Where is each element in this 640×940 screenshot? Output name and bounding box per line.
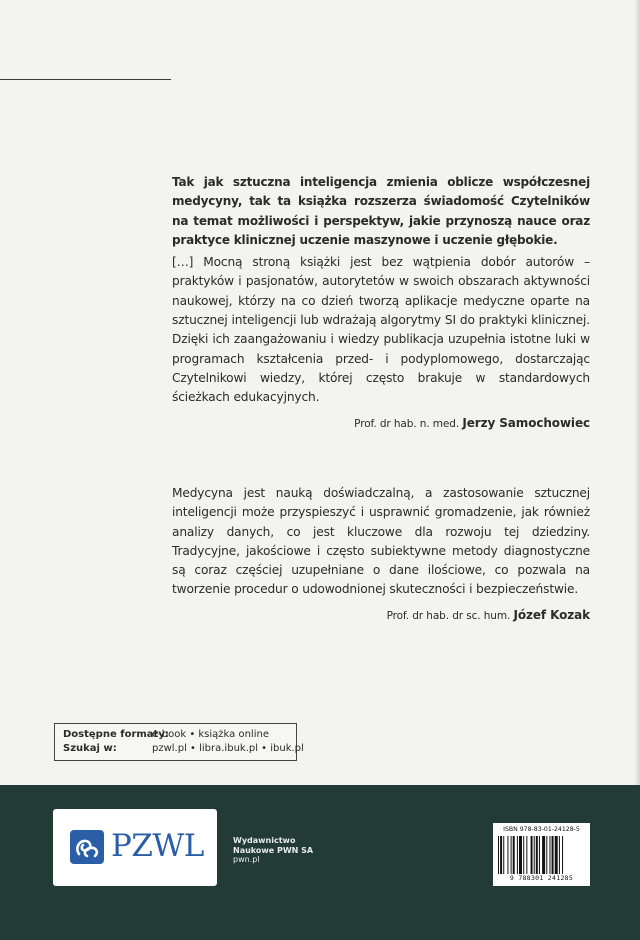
attribution-name: Jerzy Samochowiec: [462, 415, 590, 430]
ean-text: 9 788301 241285: [509, 874, 574, 882]
search-label: Szukaj w:: [63, 743, 117, 754]
isbn-text: ISBN 978-83-01-24128-5: [503, 826, 580, 833]
logo-text: PZWL: [111, 828, 204, 864]
publisher-site: pwn.pl: [233, 855, 260, 864]
publisher-line1: Wydawnictwo: [233, 836, 296, 845]
blurb-body: Medycyna jest nauką doświadczalną, a zastosowanie sztucznej inteligencji może przyspieszyć i usprawnić gromadzenie, jak również analizy danych, co jest kluczowe dla rozwoju tej dziedziny. Tradycyjne, jakościowe i często subiektywne metody diagnostyczne są coraz częściej uzupełniane o dane ilościowe, co pozwala na tworzenie procedur o udowodnionej skuteczności i bezpieczeństwie.: [172, 486, 590, 597]
review-blurb-2: [172, 484, 590, 626]
barcode-icon: [498, 836, 585, 874]
formats-row: [63, 728, 288, 742]
page-edge-shadow: [634, 0, 640, 785]
attribution-name: Józef Kozak: [513, 607, 590, 622]
formats-value: e-book • książka online: [152, 729, 269, 740]
formats-box: [54, 723, 304, 761]
pzwl-logo-mark-icon: [70, 830, 104, 864]
attribution-title: Prof. dr hab. dr sc. hum.: [386, 609, 511, 622]
publisher-info: [233, 836, 313, 865]
footer-band: [0, 785, 640, 940]
blurb-lead: Tak jak sztuczna inteligencja zmienia oblicze współczesnej medycyny, tak ta książka rozszerza świadomość Czytelników na temat możliwości i perspektyw, jakie przynoszą nauce oraz praktyce klinicznej uczenie maszynowe i uczenie głębokie.: [172, 175, 590, 247]
search-row: [63, 742, 304, 756]
barcode-card: [493, 823, 590, 886]
search-value: pzwl.pl • libra.ibuk.pl • ibuk.pl: [152, 743, 304, 754]
attribution: [172, 606, 590, 626]
top-rule: [0, 79, 171, 80]
attribution-title: Prof. dr hab. n. med.: [354, 417, 460, 430]
attribution: [172, 414, 590, 434]
publisher-line2: Naukowe PWN SA: [233, 845, 314, 855]
formats-label: Dostępne formaty:: [63, 729, 169, 740]
review-blurb-1: [172, 173, 590, 434]
blurb-body: […] Mocną stroną książki jest bez wątpienia dobór autorów – praktyków i pasjonatów, autorytetów w swoich obszarach aktywności naukowej, którzy na co dzień tworzą aplikacje medyczne oparte na sztucznej inteligencji lub wdrażają algorytmy SI do praktyki klinicznej. Dzięki ich zaangażowaniu i wiedzy publikacja uzupełnia istotne luki w programach kształcenia przed- i podyplomowego, dostarczając Czytelnikowi wiedzy, której często brakuje w standardowych ścieżkach edukacyjnych.: [172, 255, 590, 405]
pzwl-logo: [53, 809, 217, 886]
